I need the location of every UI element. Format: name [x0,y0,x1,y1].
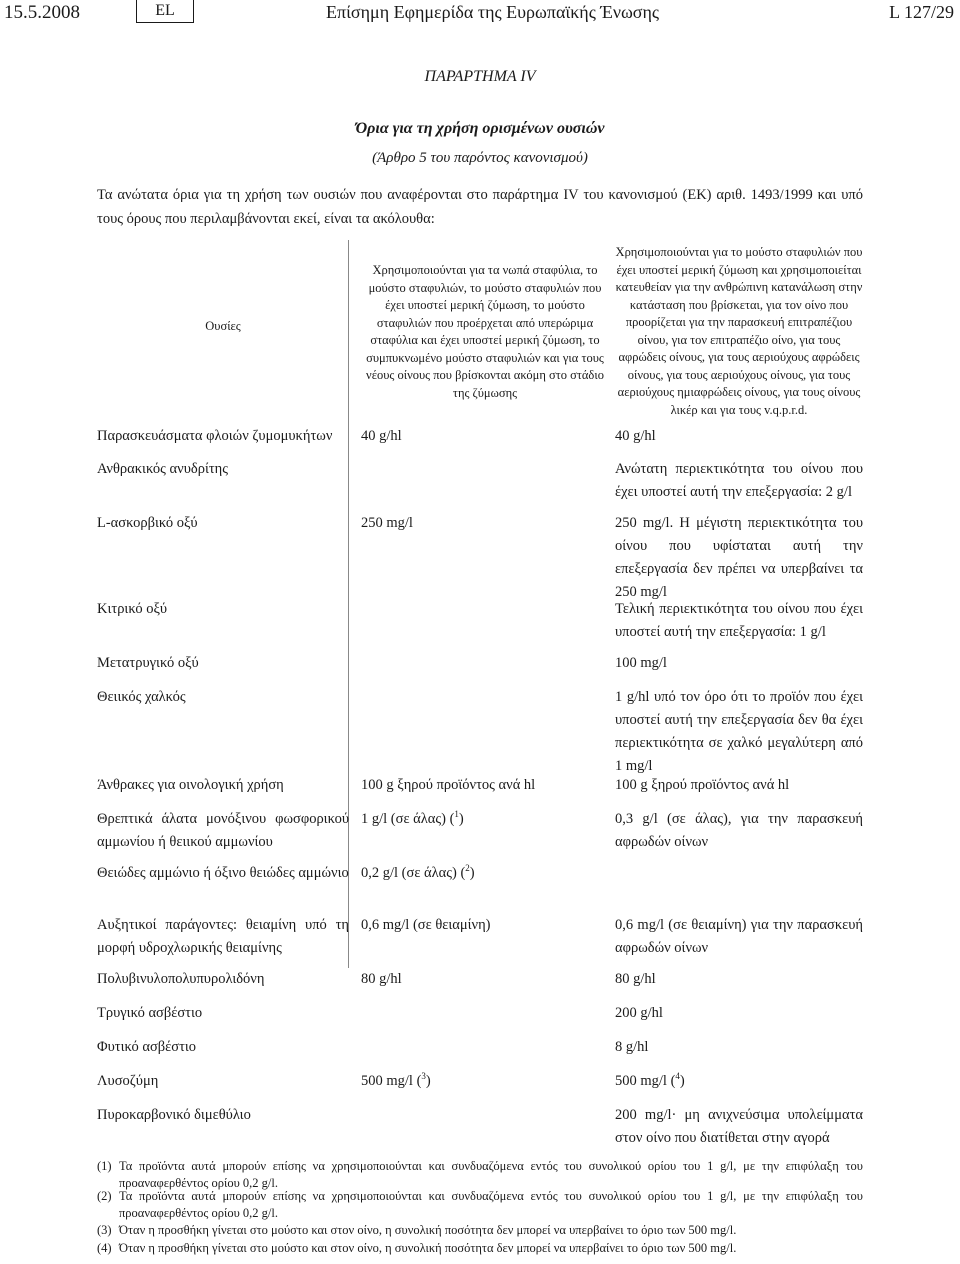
footnote-mark: (3) [97,1223,112,1237]
substance-name: Φυτικό ασβέστιο [97,1039,197,1055]
limit-wine: 250 mg/l. Η μέγιστη περιεκτικότητα του οίνου που υφίσταται αυτή την επεξεργασία δεν πρέπει να υπερβαίνει τα 250 mg/l [615,515,863,600]
limit-must: 250 mg/l [361,515,413,531]
substance-name: Ανθρακικός ανυδρίτης [97,461,228,477]
annex-heading: ΠΑΡΑΡΤΗΜΑ IV [424,68,536,85]
footnote-mark: (2) [97,1189,112,1203]
limit-must: 80 g/hl [361,971,402,987]
footnote-text: Όταν η προσθήκη γίνεται στο μούστο και στον οίνο, η συνολική ποσότητα δεν μπορεί να υπερβαίνει το όριο των 500 mg/l. [119,1241,737,1255]
substance-name: Μετατρυγικό οξύ [97,655,199,671]
limit-wine: 80 g/hl [615,971,656,987]
table-row [97,598,349,621]
table-row [97,652,349,675]
footnote-ref: 1 [454,809,459,820]
table-row [97,968,349,991]
limit-wine: 100 mg/l [615,655,667,671]
table-row [97,425,349,448]
journal-title: Επίσημη Εφημερίδα της Ευρωπαϊκής Ένωσης [326,2,660,22]
footnote-ref: 2 [465,863,470,874]
substance-name: Πολυβινυλοπολυπυρολιδόνη [97,971,265,987]
substance-name: Πυροκαρβονικό διμεθύλιο [97,1107,251,1123]
table-row [97,458,349,481]
column-header-substances: Ουσίες [205,319,241,333]
substance-name: Παρασκευάσματα φλοιών ζυμομυκήτων [97,428,333,444]
table-row [97,862,349,885]
substance-name: Τρυγικό ασβέστιο [97,1005,203,1021]
limit-must: 40 g/hl [361,428,402,444]
footnote-ref: 4 [675,1071,680,1082]
footnote-mark: (4) [97,1241,112,1255]
substance-name: Θειώδες αμμώνιο ή όξινο θειώδες αμμώνιο [97,865,349,881]
table-row [97,512,349,535]
table-row [97,686,349,709]
substance-name: L-ασκορβικό οξύ [97,515,198,531]
limit-wine: Τελική περιεκτικότητα του οίνου που έχει υποστεί αυτή την επεξεργασία: 1 g/l [615,601,863,640]
footnote [97,1222,863,1239]
footnote-text: Τα προϊόντα αυτά μπορούν επίσης να χρησιμοποιούνται και συνδυαζόμενα εντός του συνολικού ορίου του 1 g/l, με την επιφύλαξη του προαναφερθέντος ορίου 0,2 g/l. [119,1189,863,1220]
substance-name: Αυξητικοί παράγοντες: θειαμίνη υπό τη μορφή υδροχλωρικής θειαμίνης [97,917,349,956]
footnote-text: Όταν η προσθήκη γίνεται στο μούστο και στον οίνο, η συνολική ποσότητα δεν μπορεί να υπερβαίνει το όριο των 500 mg/l. [119,1223,737,1237]
footnote-ref: 3 [421,1071,426,1082]
footnote-text: Τα προϊόντα αυτά μπορούν επίσης να χρησιμοποιούνται και συνδυαζόμενα εντός του συνολικού ορίου του 1 g/l, με την επιφύλαξη του προαναφερθέντος ορίου 0,2 g/l. [119,1159,863,1190]
substance-name: Θρεπτικά άλατα μονόξινου φωσφορικού αμμωνίου ή θειικού αμμωνίου [97,811,349,850]
language-code: EL [136,0,194,23]
limit-must: 0,2 g/l (σε άλας) ($^2$) [361,863,475,881]
table-row [97,914,349,960]
limit-wine: 100 g ξηρού προϊόντος ανά hl [615,777,790,793]
footnote [97,1188,863,1222]
limit-wine: 0,3 g/l (σε άλας), για την παρασκευή αφρωδών οίνων [615,811,863,850]
limit-wine: 8 g/hl [615,1039,649,1055]
table-row [97,774,349,797]
page-reference: L 127/29 [889,2,954,22]
limit-must: 0,6 mg/l (σε θειαμίνη) [361,917,491,933]
publication-date: 15.5.2008 [4,2,80,23]
table-row [97,1036,349,1059]
footnote [97,1158,863,1192]
footnote [97,1240,863,1257]
limit-wine: 1 g/hl υπό τον όρο ότι το προϊόν που έχει υποστεί αυτή την επεξεργασία δεν θα έχει περιεκτικότητα σε χαλκό μεγαλύτερη από 1 mg/l [615,689,863,774]
page-title: Όρια για τη χρήση ορισμένων ουσιών [355,120,605,137]
table-row [97,1104,349,1127]
intro-paragraph: Τα ανώτατα όρια για τη χρήση των ουσιών που αναφέρονται στο παράρτημα IV του κανονισμού (ΕΚ) αριθ. 1493/1999 και υπό τους όρους που περιλαμβάνονται εκεί, είναι τα ακόλουθα: [97,187,863,227]
column-header-must: Χρησιμοποιούνται για τα νωπά σταφύλια, το μούστο σταφυλιών, το μούστο σταφυλιών που έχει υποστεί μερική ζύμωση, το μούστο σταφυλιών που προέρχεται από υπερώριμα σταφύλια και έχει υποστεί μερική ζύμωση, το συμπυκνωμένο μούστο σταφυλιών και για τους νέους οίνους που βρίσκονται ακόμη στο στάδιο της ζύμωσης [366,263,604,400]
footnote-mark: (1) [97,1159,112,1173]
limit-wine: 0,6 mg/l (σε θειαμίνη) για την παρασκευή αφρωδών οίνων [615,917,863,956]
table-row [97,1070,349,1093]
limit-wine: 40 g/hl [615,428,656,444]
page-subtitle: (Άρθρο 5 του παρόντος κανονισμού) [372,150,588,166]
limit-must: 500 mg/l ($^3$) [361,1071,431,1089]
table-row [97,808,349,854]
limit-wine: Ανώτατη περιεκτικότητα του οίνου που έχει υποστεί αυτή την επεξεργασία: 2 g/l [615,461,863,500]
page-header [0,0,960,28]
table-row [97,1002,349,1025]
limit-wine: 200 mg/l· μη ανιχνεύσιμα υπολείμματα στον οίνο που διατίθεται στην αγορά [615,1107,863,1146]
substance-name: Θειικός χαλκός [97,689,186,705]
limit-wine: 200 g/hl [615,1005,663,1021]
substance-name: Λυσοζύμη [97,1073,159,1089]
substance-name: Κιτρικό οξύ [97,601,168,617]
limit-must: 1 g/l (σε άλας) ($^1$) [361,809,464,827]
column-header-wine: Χρησιμοποιούνται για το μούστο σταφυλιών που έχει υποστεί μερική ζύμωση και χρησιμοποιείται κατευθείαν για την ανθρώπινη κατανάλωση στην κατάσταση που βρίσκεται, για τον οίνο που προορίζεται για την παρασκευή επιτραπέζιου οίνου, για τον επιτραπέζιο οίνο, για τους αφρώδεις οίνους, για τους αεριούχους αφρώδεις οίνους, για τους αεριούχους οίνους, για τους αεριούχους ημιαφρώδεις οίνους, για τους οίνους λικέρ και για τους v.q.p.r.d. [615,245,863,417]
limit-wine: 500 mg/l ($^4$) [615,1071,685,1089]
substance-name: Άνθρακες για οινολογική χρήση [97,777,284,793]
limit-must: 100 g ξηρού προϊόντος ανά hl [361,777,536,793]
